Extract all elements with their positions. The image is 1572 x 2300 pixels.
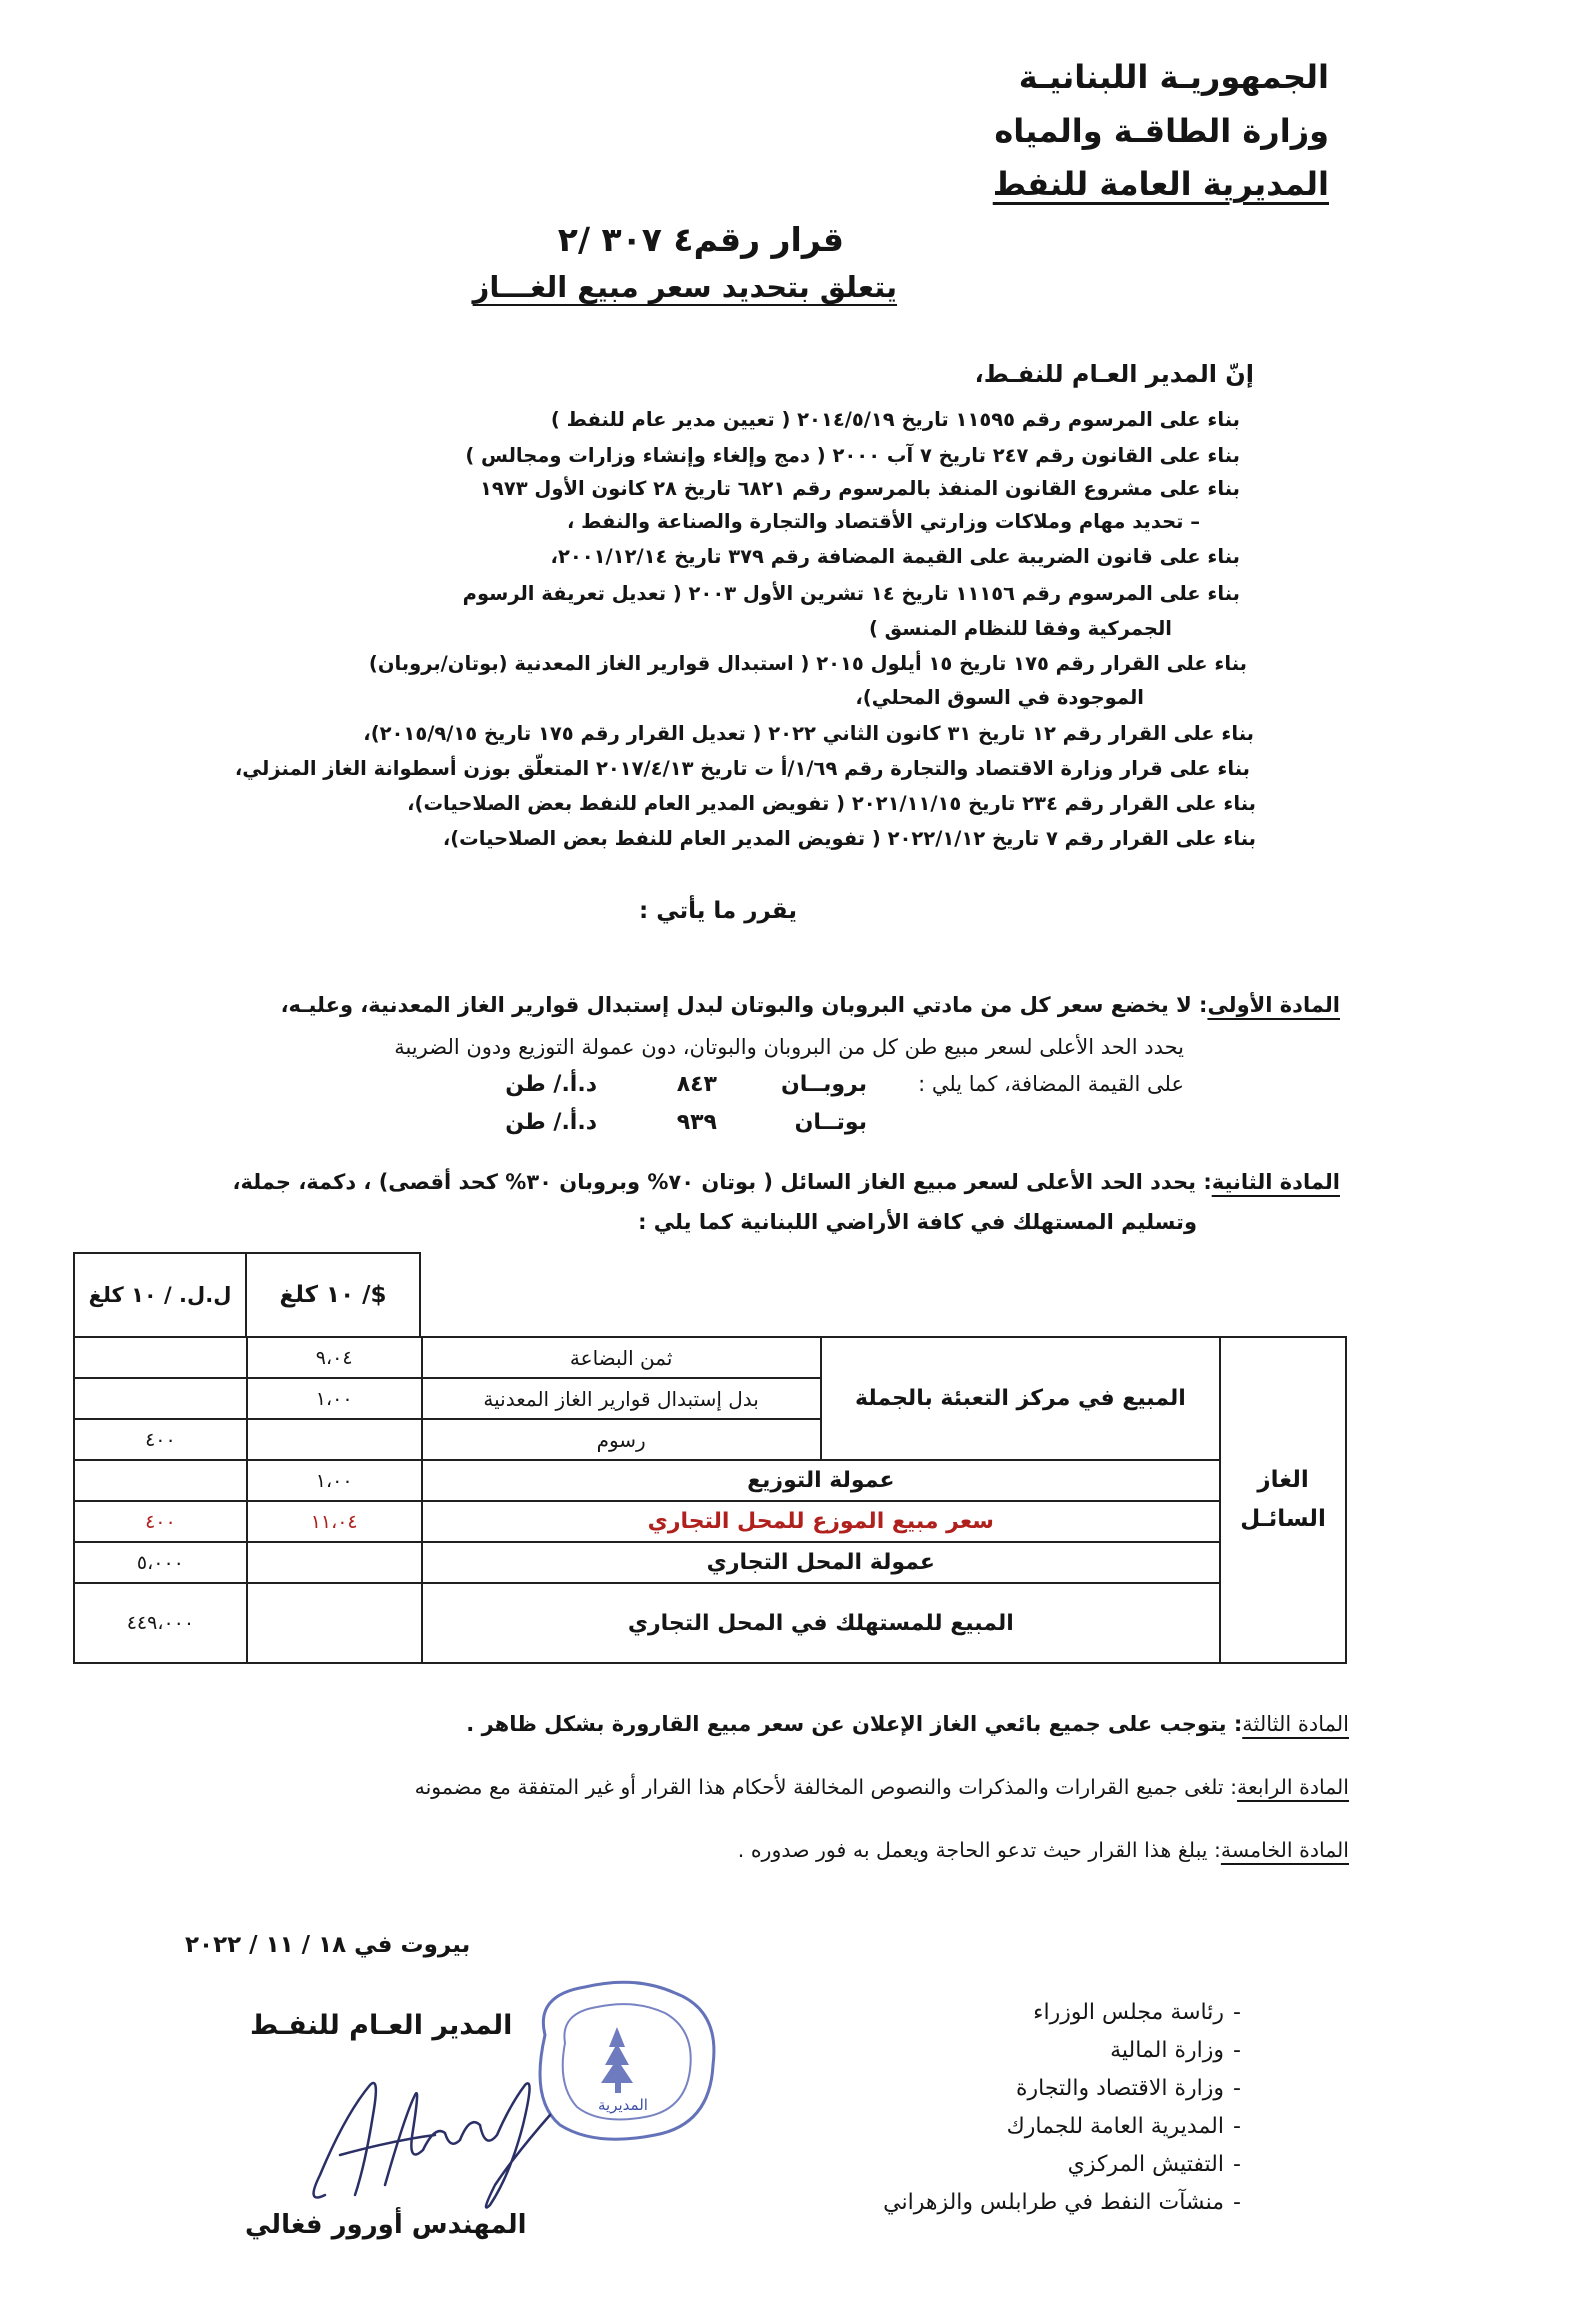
row-lbp <box>74 1337 247 1378</box>
article-1-line2: يحدد الحد الأعلى لسعر مبيع طن كل من البروبان والبوتان، دون عمولة التوزيع ودون الضريبة <box>394 1035 1184 1059</box>
table-row <box>74 1337 1346 1378</box>
dash: - <box>1233 2076 1241 2101</box>
dash: - <box>1233 2114 1241 2139</box>
row-lbp: ٤٠٠ <box>74 1419 247 1460</box>
article-2 <box>233 1170 1340 1194</box>
row-label: سعر مبيع الموزع للمحل التجاري <box>422 1501 1221 1542</box>
wholesale-label: المبيع في مركز التعبئة بالجملة <box>821 1337 1220 1460</box>
directorate-title: المديرية العامة للنفط <box>992 165 1329 203</box>
article-2-label: المادة الثانية <box>1211 1170 1340 1194</box>
units-table <box>73 1252 421 1338</box>
distribution-entry: وزارة المالية <box>1110 2038 1224 2063</box>
list-item <box>883 2076 1250 2114</box>
article-1 <box>281 993 1340 1017</box>
signatory-title: المدير العـام للنفـط <box>250 2010 513 2041</box>
article-1-label: المادة الأولى <box>1207 993 1340 1017</box>
price-product: بروبــان <box>781 1072 867 1097</box>
ref-line: الجمركية وفقا للنظام المنسق ) <box>868 617 1172 640</box>
ref-line: بناء على مشروع القانون المنفذ بالمرسوم رقم ٦٨٢١ تاريخ ٢٨ كانون الأول ١٩٧٣ <box>480 477 1240 500</box>
ref-line: بناء على القرار رقم ٢٣٤ تاريخ ٢٠٢١/١١/١٥ ( تفويض المدير العام للنفط بعض الصلاحيات)، <box>407 792 1256 815</box>
ref-line: بناء على القانون رقم ٢٤٧ تاريخ ٧ آب ٢٠٠٠ ( دمج وإلغاء وإنشاء وزارات ومجالس ) <box>465 444 1240 467</box>
ref-line: الموجودة في السوق المحلي)، <box>855 686 1144 709</box>
row-lbp: ٤٤٩،٠٠٠ <box>74 1583 247 1663</box>
preamble-opening: إنّ المدير العـام للنفـط، <box>974 360 1254 388</box>
row-lbp: ٤٠٠ <box>74 1501 247 1542</box>
distribution-entry: التفتيش المركزي <box>1067 2152 1224 2177</box>
decision-number: قرار رقم٤ ٣٠٧ /٢ <box>557 220 844 259</box>
signatory-name: المهندس أورور فغالي <box>245 2210 527 2240</box>
price-row-butane <box>505 1110 867 1135</box>
distribution-entry: رئاسة مجلس الوزراء <box>1033 2000 1224 2025</box>
group-liquid-gas: الغاز السائـل <box>1220 1337 1346 1663</box>
article-3-label: المادة الثالثة <box>1242 1712 1349 1736</box>
article-2-line2: وتسليم المستهلك في كافة الأراضي اللبنانية كما يلي : <box>638 1210 1197 1234</box>
article-3 <box>466 1712 1349 1736</box>
price-table <box>73 1336 1347 1664</box>
distribution-entry: وزارة الاقتصاد والتجارة <box>1015 2076 1224 2101</box>
article-5-text: : يبلغ هذا القرار حيث تدعو الحاجة ويعمل به فور صدوره . <box>737 1838 1221 1862</box>
list-item <box>883 2038 1250 2076</box>
article-4-label: المادة الرابعة <box>1237 1775 1349 1799</box>
distribution-list <box>883 2000 1250 2228</box>
decides-heading: يقرر ما يأتي : <box>638 898 797 924</box>
row-usd <box>247 1419 422 1460</box>
article-4-text: : تلغى جميع القرارات والمذكرات والنصوص المخالفة لأحكام هذا القرار أو غير المتفقة مع مضمونه <box>414 1775 1238 1799</box>
row-label: عمولة المحل التجاري <box>422 1542 1221 1583</box>
ref-line: بناء على القرار رقم ١٢ تاريخ ٣١ كانون الثاني ٢٠٢٢ ( تعديل القرار رقم ١٧٥ تاريخ ٢٠١٥/٩/١٥)، <box>363 722 1254 745</box>
republic-title: الجمهوريـة اللبنانيـة <box>1018 58 1329 96</box>
row-label: عمولة التوزيع <box>422 1460 1221 1501</box>
distribution-entry: المديرية العامة للجمارك <box>1006 2114 1224 2139</box>
row-usd: ١،٠٠ <box>247 1460 422 1501</box>
dash: - <box>1233 2038 1241 2063</box>
place-date: بيروت في ١٨ / ١١ / ٢٠٢٢ <box>185 1932 471 1958</box>
article-4 <box>415 1775 1349 1799</box>
price-row-propane <box>505 1072 867 1097</box>
dash: - <box>1233 2190 1241 2215</box>
price-unit: د.أ./ طن <box>505 1110 597 1135</box>
list-item <box>883 2190 1250 2228</box>
ministry-title: وزارة الطاقـة والمياه <box>994 112 1329 150</box>
price-value: ٩٣٩ <box>676 1110 717 1135</box>
article-2-line1: : يحدد الحد الأعلى لسعر مبيع الغاز السائل ( بوتان ٧٠% وبروبان ٣٠% كحد أقصى) ، دكمة، جملة، <box>232 1170 1212 1194</box>
head-usd: $/ ١٠ كلغ <box>246 1253 420 1337</box>
ref-line: بناء على قرار وزارة الاقتصاد والتجارة رقم ١/٦٩/أ ت تاريخ ٢٠١٧/٤/١٣ المتعلّق بوزن أسطوانة الغاز المنزلي، <box>234 757 1250 780</box>
list-item <box>883 2152 1250 2190</box>
row-usd <box>247 1583 422 1663</box>
article-1-line3: على القيمة المضافة، كما يلي : <box>918 1072 1184 1096</box>
article-1-line1: : لا يخضع سعر كل من مادتي البروبان والبوتان لبدل إستبدال قوارير الغاز المعدنية، وعليـه، <box>280 993 1208 1017</box>
price-unit: د.أ./ طن <box>505 1072 597 1097</box>
dash: - <box>1233 2000 1241 2025</box>
row-usd: ١١،٠٤ <box>247 1501 422 1542</box>
price-value: ٨٤٣ <box>676 1072 717 1097</box>
ref-line: بناء على المرسوم رقم ١١٥٩٥ تاريخ ٢٠١٤/٥/١٩ ( تعيين مدير عام للنفط ) <box>550 408 1240 431</box>
ref-line: بناء على المرسوم رقم ١١١٥٦ تاريخ ١٤ تشرين الأول ٢٠٠٣ ( تعديل تعريفة الرسوم <box>462 582 1240 605</box>
ref-line: بناء على القرار رقم ٧ تاريخ ٢٠٢٢/١/١٢ ( تفويض المدير العام للنفط بعض الصلاحيات)، <box>442 827 1256 850</box>
head-lbp: ل.ل. / ١٠ كلغ <box>74 1253 246 1337</box>
row-label: رسوم <box>422 1419 821 1460</box>
stamp-text: المديرية <box>598 2096 648 2114</box>
row-label: بدل إستبدال قوارير الغاز المعدنية <box>422 1378 821 1419</box>
table-row <box>74 1542 1346 1583</box>
table-row <box>74 1501 1346 1542</box>
row-usd: ٩،٠٤ <box>247 1337 422 1378</box>
row-lbp <box>74 1378 247 1419</box>
row-label: المبيع للمستهلك في المحل التجاري <box>422 1583 1221 1663</box>
row-usd <box>247 1542 422 1583</box>
list-item <box>883 2114 1250 2152</box>
row-lbp <box>74 1460 247 1501</box>
article-5-label: المادة الخامسة <box>1220 1838 1349 1862</box>
row-usd: ١،٠٠ <box>247 1378 422 1419</box>
list-item <box>883 2000 1250 2038</box>
ref-line: – تحديد مهام وملاكات وزارتي الأقتصاد والتجارة والصناعة والنفط ، <box>566 510 1200 533</box>
row-label: ثمن البضاعة <box>422 1337 821 1378</box>
article-3-text: : يتوجب على جميع بائعي الغاز الإعلان عن سعر مبيع القارورة بشكل ظاهر . <box>466 1712 1243 1736</box>
decision-subject: يتعلق بتحديد سعر مبيع الغـــاز <box>472 270 897 304</box>
row-lbp: ٥،٠٠٠ <box>74 1542 247 1583</box>
distribution-entry: منشآت النفط في طرابلس والزهراني <box>883 2190 1224 2215</box>
article-5 <box>738 1838 1349 1862</box>
dash: - <box>1233 2152 1241 2177</box>
price-product: بوتــان <box>794 1110 867 1135</box>
ref-line: بناء على قانون الضريبة على القيمة المضافة رقم ٣٧٩ تاريخ ٢٠٠١/١٢/١٤، <box>550 545 1240 568</box>
ref-line: بناء على القرار رقم ١٧٥ تاريخ ١٥ أيلول ٢٠١٥ ( استبدال قوارير الغاز المعدنية (بوتان/بروبان) <box>368 652 1247 675</box>
table-row <box>74 1583 1346 1663</box>
signature-icon <box>285 2055 565 2215</box>
table-row <box>74 1460 1346 1501</box>
